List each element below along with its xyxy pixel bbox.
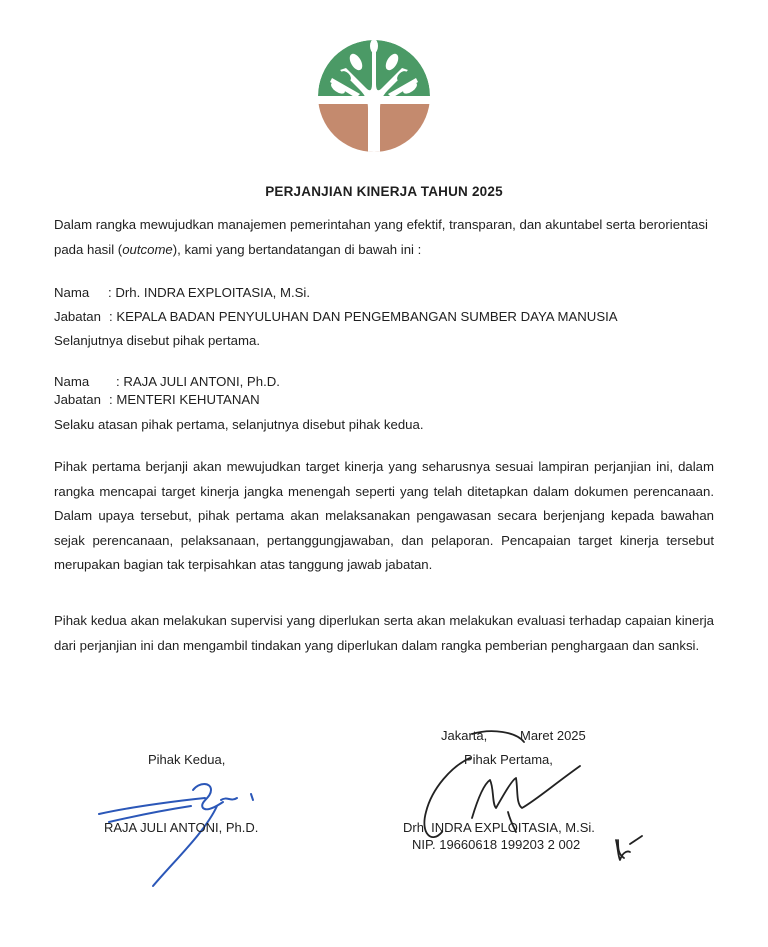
party1-jabatan-line bbox=[54, 309, 618, 324]
party1-note: Selanjutnya disebut pihak pertama. bbox=[54, 333, 261, 348]
party2-note: Selaku atasan pihak pertama, selanjutnya disebut pihak kedua. bbox=[54, 417, 424, 432]
party2-nama-value: : RAJA JULI ANTONI, Ph.D. bbox=[116, 374, 280, 389]
party1-nama-label: Nama bbox=[54, 285, 90, 300]
right-signatory-role: Pihak Pertama, bbox=[464, 752, 553, 767]
signature-date: Maret 2025 bbox=[520, 728, 586, 743]
paraf-initial-icon bbox=[612, 834, 646, 864]
right-signatory-name: Drh. INDRA EXPLOITASIA, M.Si. bbox=[403, 820, 595, 835]
party2-nama-label: Nama bbox=[54, 374, 90, 389]
party1-nama-line bbox=[54, 285, 310, 300]
body-paragraph-2: Pihak kedua akan melakukan supervisi yang diperlukan serta akan melakukan evaluasi terhadap capaian kinerja dari perjanjian ini dan mengambil tindakan yang diperlukan dalam rangka pemberian penghargaan dan sanksi. bbox=[54, 613, 714, 653]
signature-place: Jakarta, bbox=[441, 728, 488, 743]
document-title: PERJANJIAN KINERJA TAHUN 2025 bbox=[265, 184, 503, 199]
party1-jabatan-value: : KEPALA BADAN PENYULUHAN DAN PENGEMBANGAN SUMBER DAYA MANUSIA bbox=[109, 309, 618, 324]
party1-jabatan-label: Jabatan bbox=[54, 309, 101, 324]
intro-text-after: ), kami yang bertandatangan di bawah ini : bbox=[172, 241, 422, 257]
party2-nama-line bbox=[54, 374, 280, 389]
body-paragraph-1: Pihak pertama berjanji akan mewujudkan target kinerja yang seharusnya sesuai lampiran perjanjian ini, dalam rangka mencapai target kinerja jangka menengah seperti yang telah ditetapkan dalam dokumen perencanaan. Dalam upaya tersebut, pihak pertama akan melaksanakan pengawasan secara berjenjang kepada bawahan sejak perencanaan, pelaksanaan, pertanggungjawaban, dan pelaporan. Pencapaian target kinerja tersebut merupakan bagian tak terpisahkan atas tanggung jawab jabatan. bbox=[54, 459, 714, 572]
party2-jabatan-line bbox=[54, 392, 260, 407]
intro-paragraph bbox=[54, 213, 714, 262]
left-signatory-role: Pihak Kedua, bbox=[148, 752, 226, 767]
left-signatory-name: RAJA JULI ANTONI, Ph.D. bbox=[104, 820, 259, 835]
intro-text-before: Dalam rangka mewujudkan manajemen pemerintahan yang efektif, transparan, dan akuntabel serta berorientasi pada hasil ( bbox=[54, 217, 708, 257]
party2-jabatan-value: : MENTERI KEHUTANAN bbox=[109, 392, 260, 407]
intro-text-italic: outcome bbox=[122, 241, 173, 257]
ministry-logo-icon bbox=[316, 38, 432, 154]
party2-jabatan-label: Jabatan bbox=[54, 392, 101, 407]
right-signatory-nip: NIP. 19660618 199203 2 002 bbox=[412, 837, 581, 852]
party1-nama-value: : Drh. INDRA EXPLOITASIA, M.Si. bbox=[108, 285, 311, 300]
